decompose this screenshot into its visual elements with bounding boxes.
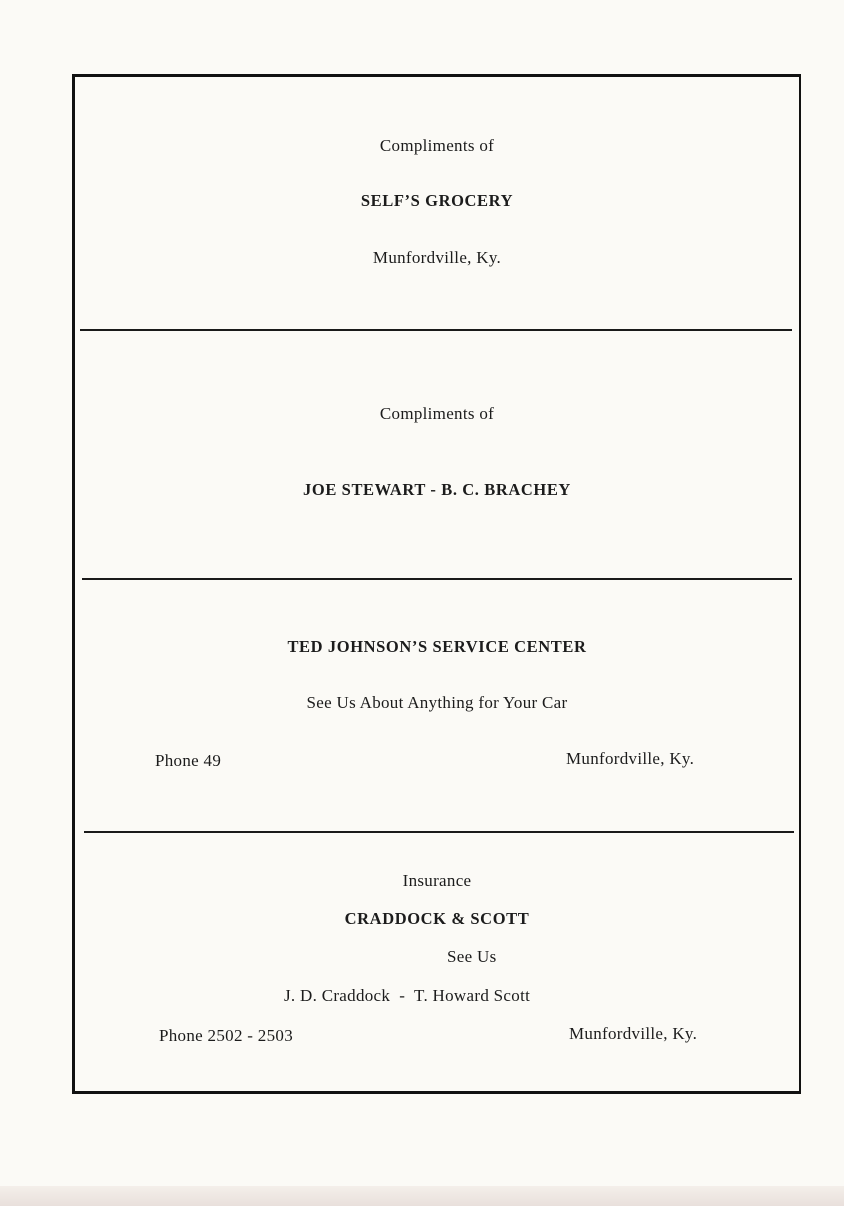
ad-divider <box>80 329 792 331</box>
ad-4-tagline: See Us <box>447 947 497 966</box>
ad-4-heading: Insurance <box>402 871 472 890</box>
ad-3-business-name: TED JOHNSON’S SERVICE CENTER <box>287 637 587 656</box>
ad-divider <box>84 831 794 833</box>
ad-4-business-name: CRADDOCK & SCOTT <box>344 909 530 928</box>
page-edge-shadow <box>0 1186 844 1206</box>
ad-2-business-name: JOE STEWART - B. C. BRACHEY <box>303 480 571 499</box>
ad-1-location: Munfordville, Ky. <box>372 248 502 267</box>
ad-2-heading: Compliments of <box>379 404 495 423</box>
ad-3-tagline: See Us About Anything for Your Car <box>306 693 568 712</box>
ad-3-location: Munfordville, Ky. <box>566 749 695 768</box>
ad-4-phone: Phone 2502 - 2503 <box>159 1026 294 1045</box>
ad-4-location: Munfordville, Ky. <box>569 1024 698 1043</box>
ad-1-business-name: SELF’S GROCERY <box>360 191 514 210</box>
ad-4-people: J. D. Craddock - T. Howard Scott <box>284 986 531 1005</box>
ad-1-heading: Compliments of <box>379 136 495 155</box>
ad-divider <box>82 578 792 580</box>
ad-page-border <box>72 74 801 1094</box>
ad-3-phone: Phone 49 <box>155 751 222 770</box>
